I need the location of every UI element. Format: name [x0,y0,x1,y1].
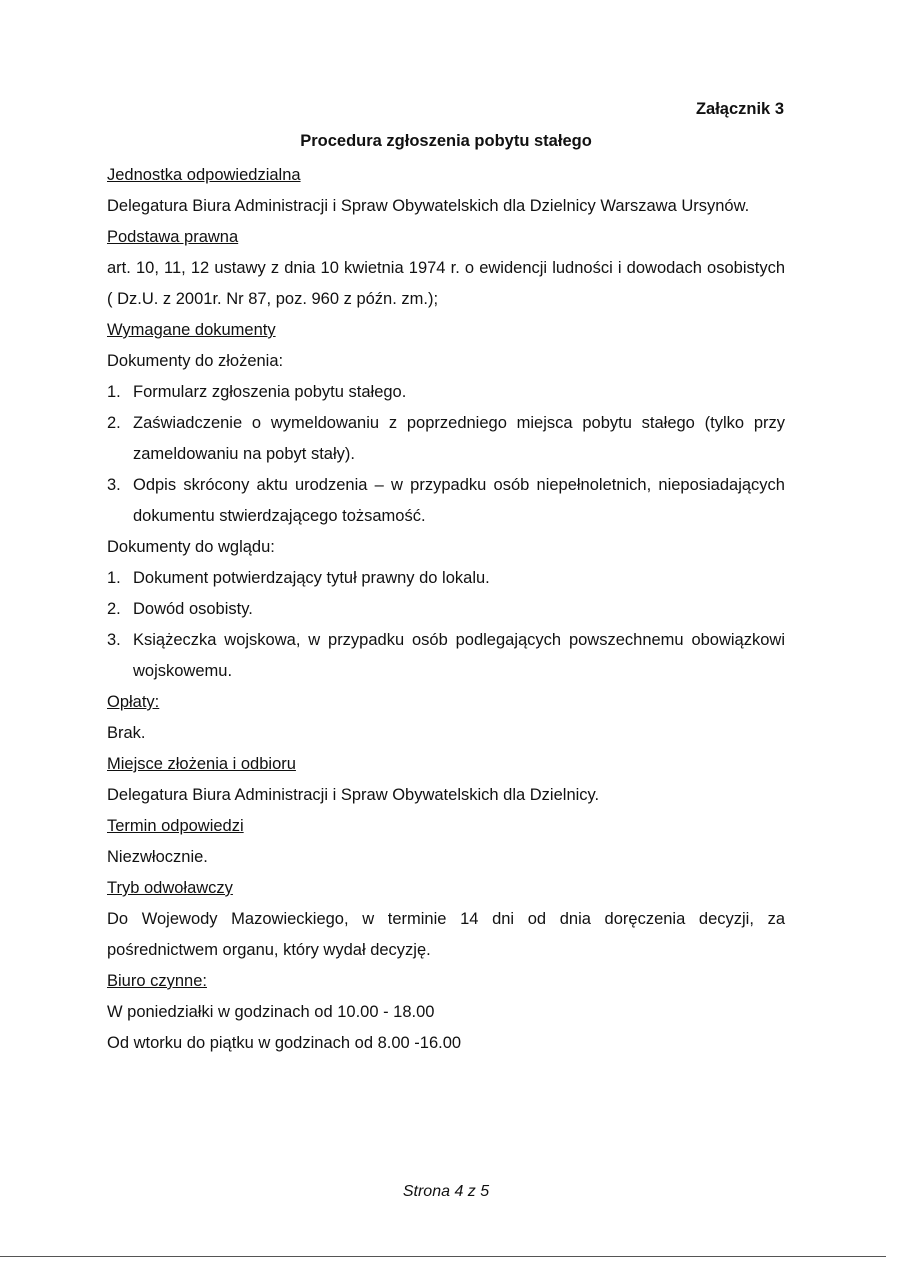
list-item [107,563,785,594]
list-item [107,625,785,687]
hours-line-tue-fri: Od wtorku do piątku w godzinach od 8.00 -16.00 [107,1034,462,1052]
list-item-text: Książeczka wojskowa, w przypadku osób podlegających powszechnemu obowiązkowi wojskowemu. [133,631,785,680]
list-item-number: 3. [107,476,121,494]
list-item-number: 2. [107,414,121,432]
section-text-appeal: Do Wojewody Mazowieckiego, w terminie 14 dni od dnia doręczenia decyzji, za pośrednictwem organu, który wydał decyzję. [107,910,785,959]
list-item-text: Dokument potwierdzający tytuł prawny do lokalu. [133,569,490,587]
list-item [107,408,785,470]
section-text-legal: art. 10, 11, 12 ustawy z dnia 10 kwietnia 1974 r. o ewidencji ludności i dowodach osobistych ( Dz.U. z 2001r. Nr 87, poz. 960 z późn. zm.); [107,259,785,308]
list-item-text: Dowód osobisty. [133,600,253,618]
section-heading-legal: Podstawa prawna [107,228,239,246]
list-item-number: 1. [107,569,121,587]
list-item [107,470,785,532]
section-text-place: Delegatura Biura Administracji i Spraw Obywatelskich dla Dzielnicy. [107,786,600,804]
section-heading-fees: Opłaty: [107,693,160,711]
list-item-number: 1. [107,383,121,401]
submit-documents-list [107,377,785,532]
section-heading-unit: Jednostka odpowiedzialna [107,166,301,184]
list-item-number: 2. [107,600,121,618]
section-text-unit: Delegatura Biura Administracji i Spraw Obywatelskich dla Dzielnicy Warszawa Ursynów. [107,197,750,215]
list-item-text: Zaświadczenie o wymeldowaniu z poprzedniego miejsca pobytu stałego (tylko przy zameldowaniu na pobyt stały). [133,414,785,463]
section-text-deadline: Niezwłocznie. [107,848,208,866]
attachment-label: Załącznik 3 [695,100,784,118]
view-documents-list [107,563,785,687]
section-heading-hours: Biuro czynne: [107,972,207,990]
section-heading-appeal: Tryb odwoławczy [107,879,233,897]
list-item-text: Odpis skrócony aktu urodzenia – w przypadku osób niepełnoletnich, nieposiadających dokumentu stwierdzającego tożsamość. [133,476,785,525]
page-number: Strona 4 z 5 [402,1183,490,1200]
list-item-number: 3. [107,631,121,649]
list-item [107,594,785,625]
section-heading-place: Miejsce złożenia i odbioru [107,755,296,773]
page-title: Procedura zgłoszenia pobytu stałego [300,132,592,150]
section-heading-documents: Wymagane dokumenty [107,321,276,339]
list-item [107,377,785,408]
section-text-fees: Brak. [107,724,146,742]
document-body [107,160,785,1059]
hours-line-monday: W poniedziałki w godzinach od 10.00 - 18.00 [107,1003,435,1021]
view-documents-label: Dokumenty do wglądu: [107,538,275,556]
bottom-divider [0,1256,886,1257]
section-heading-deadline: Termin odpowiedzi [107,817,244,835]
list-item-text: Formularz zgłoszenia pobytu stałego. [133,383,407,401]
submit-documents-label: Dokumenty do złożenia: [107,352,284,370]
